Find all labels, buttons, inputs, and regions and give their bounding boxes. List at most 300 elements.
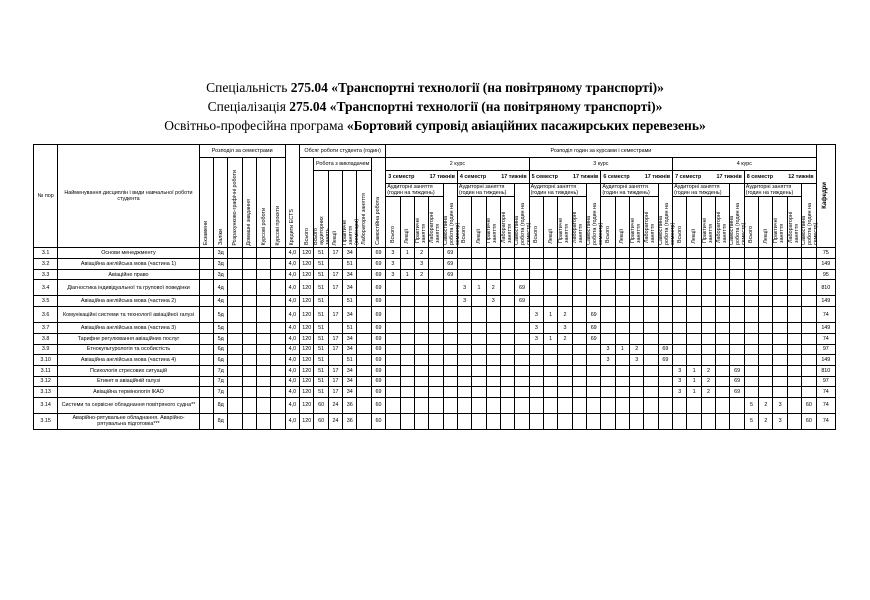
lecture-hours-cell: [328, 259, 342, 270]
semester-4-cell: [486, 344, 500, 355]
semester-3-cell: [386, 333, 400, 344]
semester-5-cell: [558, 248, 572, 259]
semester-5-cell: [529, 387, 543, 398]
table-cell: [228, 355, 242, 366]
semester-7-cell: [716, 248, 730, 259]
semester-3-cell: [443, 344, 457, 355]
practice-hours-cell: 51: [343, 296, 357, 307]
semester-3-cell: [400, 397, 414, 413]
total-hours-cell: 120: [300, 355, 314, 366]
semester-6-cell: [644, 296, 658, 307]
semester-4-cell: [472, 413, 486, 429]
row-number: 3.2: [34, 259, 58, 270]
row-number: 3.3: [34, 269, 58, 280]
semester-6-cell: [601, 259, 615, 270]
semester-3-cell: 69: [443, 248, 457, 259]
course-2-header: 2 курс: [386, 158, 529, 171]
lab-hours-cell: [357, 307, 371, 323]
semester-6-cell: [615, 296, 629, 307]
semester-7-cell: [687, 259, 701, 270]
semester-3-cell: [443, 365, 457, 376]
semester-4-cell: 2: [486, 280, 500, 296]
table-cell: [257, 307, 271, 323]
semester-8-cell: [787, 413, 801, 429]
row-number: 3.14: [34, 397, 58, 413]
dist-exams-header: Екзамени: [199, 158, 213, 248]
semester-4-cell: [515, 248, 529, 259]
aud-label-sem-6: Аудиторні заняття (годин на тиждень): [601, 184, 658, 197]
exam-cell: [199, 344, 213, 355]
semester-4-cell: [486, 355, 500, 366]
semester-8-cell: [744, 259, 758, 270]
aud-hours-cell: 51: [314, 269, 328, 280]
lab-hours-cell: [357, 365, 371, 376]
semester-8-cell: [787, 269, 801, 280]
semester-6-cell: [630, 259, 644, 270]
semester-8-cell: [759, 376, 773, 387]
semester-5-cell: [572, 397, 586, 413]
semester-6-cell: [658, 413, 672, 429]
table-row: [34, 280, 836, 296]
semester-8-cell: [744, 376, 758, 387]
semester-4-cell: [472, 333, 486, 344]
total-hours-cell: 120: [300, 248, 314, 259]
aud-hours-cell: 51: [314, 248, 328, 259]
semester-6-cell: [615, 259, 629, 270]
vol-lab-header: Лабораторні заняття: [357, 171, 371, 248]
semester-6-cell: [601, 365, 615, 376]
practice-hours-cell: 34: [343, 333, 357, 344]
semester-6-cell: [630, 248, 644, 259]
credit-cell: 5д: [214, 333, 228, 344]
semester-7-cell: [673, 323, 687, 334]
semester-8-cell: [759, 259, 773, 270]
semester-4-cell: 69: [515, 280, 529, 296]
semester-6-cell: [601, 269, 615, 280]
semester-5-cell: [587, 280, 601, 296]
semester-8-cell: [744, 323, 758, 334]
semester-6-cell: [601, 248, 615, 259]
semester-3-cell: [429, 413, 443, 429]
self-hours-cell: 69: [371, 333, 385, 344]
total-hours-cell: 120: [300, 307, 314, 323]
semester-8-cell: [802, 344, 816, 355]
exam-cell: [199, 355, 213, 366]
semester-3-cell: [386, 307, 400, 323]
semester-8-cell: [787, 397, 801, 413]
semester-7-cell: [687, 397, 701, 413]
semester-3-cell: [414, 333, 428, 344]
semester-5-cell: [587, 376, 601, 387]
semester-3-cell: [400, 259, 414, 270]
semester-5-cell: [529, 365, 543, 376]
practice-hours-cell: 34: [343, 248, 357, 259]
semester-5-cell: [529, 280, 543, 296]
semester-6-cell: [615, 248, 629, 259]
semester-7-cell: [687, 296, 701, 307]
semester-4-cell: [515, 333, 529, 344]
semester-4-cell: [472, 248, 486, 259]
semester-4-cell: [472, 355, 486, 366]
work-with-teacher-header: Робота з викладачем: [314, 158, 371, 171]
table-cell: [228, 248, 242, 259]
semester-3-cell: [443, 355, 457, 366]
semester-3-cell: [400, 413, 414, 429]
semester-8-cell: [759, 333, 773, 344]
self-hours-cell: 69: [371, 376, 385, 387]
semester-4-cell: [515, 323, 529, 334]
semester-7-cell: [701, 323, 715, 334]
ects-cell: 4,0: [285, 376, 299, 387]
lecture-hours-cell: 24: [328, 413, 342, 429]
semester-3-cell: 3: [386, 269, 400, 280]
lecture-hours-cell: 17: [328, 269, 342, 280]
semester-7-cell: [687, 344, 701, 355]
semester-6-cell: [615, 269, 629, 280]
semester-5-cell: [529, 248, 543, 259]
semester-4-cell: [457, 269, 471, 280]
lecture-hours-cell: 17: [328, 376, 342, 387]
table-row: [34, 323, 836, 334]
semester-5-cell: [543, 387, 557, 398]
table-cell: [228, 387, 242, 398]
table-cell: [257, 397, 271, 413]
lecture-hours-cell: 17: [328, 344, 342, 355]
semester-8-cell: [773, 333, 787, 344]
exam-cell: [199, 397, 213, 413]
semester-8-cell: [802, 307, 816, 323]
semester-3-cell: [386, 397, 400, 413]
semester-8-cell: [744, 248, 758, 259]
self-hours-cell: 69: [371, 344, 385, 355]
lecture-hours-cell: 24: [328, 397, 342, 413]
vol-practice-header: Практичні заняття (семінари): [343, 171, 357, 248]
exam-cell: [199, 413, 213, 429]
exam-cell: [199, 376, 213, 387]
table-cell: [242, 397, 256, 413]
semester-4-cell: [457, 259, 471, 270]
table-cell: [257, 387, 271, 398]
semester-5-cell: [529, 355, 543, 366]
semester-3-cell: 3: [386, 259, 400, 270]
self-hours-cell: 69: [371, 269, 385, 280]
semester-7-cell: [687, 323, 701, 334]
table-row: [34, 413, 836, 429]
semester-7-cell: 2: [701, 376, 715, 387]
semester-6-cell: [644, 387, 658, 398]
table-cell: [271, 413, 285, 429]
total-hours-cell: 120: [300, 365, 314, 376]
semester-4-cell: 69: [515, 296, 529, 307]
ects-cell: 4,0: [285, 248, 299, 259]
ects-cell: 4,0: [285, 355, 299, 366]
sem-5-col-0-header: Всього: [529, 197, 543, 248]
discipline-name: Психологія стресових ситуацій: [58, 365, 199, 376]
semester-8-cell: [759, 387, 773, 398]
table-row: [34, 376, 836, 387]
table-cell: [271, 259, 285, 270]
semester-5-cell: [543, 280, 557, 296]
semester-3-cell: [429, 259, 443, 270]
ects-cell: 4,0: [285, 387, 299, 398]
semester-7-cell: 3: [673, 365, 687, 376]
semester-6-cell: [601, 323, 615, 334]
table-cell: [271, 365, 285, 376]
self-hours-cell: 60: [371, 397, 385, 413]
semester-5-cell: [543, 365, 557, 376]
semester-6-cell: [601, 333, 615, 344]
semester-7-cell: 3: [673, 376, 687, 387]
semester-3-cell: [429, 355, 443, 366]
semester-4-cell: [472, 387, 486, 398]
semester-5-cell: [558, 387, 572, 398]
table-cell: [257, 333, 271, 344]
semester-5-cell: [587, 387, 601, 398]
semester-6-cell: [658, 280, 672, 296]
credit-cell: 3д: [214, 248, 228, 259]
semester-6-cell: [615, 376, 629, 387]
semester-6-cell: [615, 397, 629, 413]
ects-cell: 4,0: [285, 296, 299, 307]
semester-5-cell: 69: [587, 333, 601, 344]
semester-7-cell: [701, 259, 715, 270]
semester-7-cell: [673, 333, 687, 344]
practice-hours-cell: 34: [343, 280, 357, 296]
table-cell: [242, 387, 256, 398]
semester-6-cell: [644, 259, 658, 270]
semester-8-cell: [759, 344, 773, 355]
semester-4-cell: [500, 387, 514, 398]
discipline-name: Етикет в авіаційній галузі: [58, 376, 199, 387]
semester-4-cell: [472, 397, 486, 413]
semester-7-cell: [716, 355, 730, 366]
semester-7-cell: [730, 248, 744, 259]
semester-5-cell: [529, 344, 543, 355]
semester-5-cell: [543, 248, 557, 259]
ects-cell: 4,0: [285, 280, 299, 296]
row-number: 3.8: [34, 333, 58, 344]
row-number: 3.7: [34, 323, 58, 334]
sem-8-col-0-header: Всього: [744, 197, 758, 248]
semester-3-cell: 2: [414, 269, 428, 280]
lab-hours-cell: [357, 333, 371, 344]
table-header: [34, 145, 836, 248]
sem-3-col-0-header: Всього: [386, 197, 400, 248]
semester-6-cell: [658, 333, 672, 344]
table-cell: [228, 376, 242, 387]
semester-5-cell: 3: [558, 323, 572, 334]
semester-4-header: 4 семестр 17 тижнів: [457, 171, 529, 184]
semester-3-cell: [400, 355, 414, 366]
semester-3-cell: 1: [400, 269, 414, 280]
semester-8-cell: [773, 323, 787, 334]
semester-4-cell: 1: [472, 280, 486, 296]
semester-5-cell: [572, 269, 586, 280]
col-ects-header: Кредити ECTS: [285, 145, 299, 248]
semester-3-cell: [400, 280, 414, 296]
semester-4-cell: [457, 355, 471, 366]
semester-7-cell: [730, 397, 744, 413]
semester-6-cell: [601, 307, 615, 323]
semester-7-cell: 69: [730, 365, 744, 376]
semester-6-cell: [644, 344, 658, 355]
semester-5-cell: [558, 269, 572, 280]
semester-6-cell: 1: [615, 344, 629, 355]
semester-3-cell: [386, 296, 400, 307]
semester-8-cell: [773, 387, 787, 398]
sem-7-col-1-header: Лекції: [687, 197, 701, 248]
semester-5-cell: 2: [558, 307, 572, 323]
table-row: [34, 333, 836, 344]
department-cell: 149: [816, 355, 835, 366]
semester-6-cell: [644, 397, 658, 413]
lecture-hours-cell: 17: [328, 387, 342, 398]
semester-7-cell: [673, 296, 687, 307]
semester-5-cell: [572, 387, 586, 398]
table-cell: [257, 269, 271, 280]
semester-5-cell: [587, 413, 601, 429]
semester-4-cell: [515, 344, 529, 355]
aud-label-sem-3: Аудиторні заняття (годин на тиждень): [386, 184, 443, 197]
row-number: 3.12: [34, 376, 58, 387]
semester-4-cell: [472, 323, 486, 334]
exam-cell: [199, 296, 213, 307]
semester-7-cell: [730, 296, 744, 307]
semester-3-cell: [414, 280, 428, 296]
semester-5-header: 5 семестр 17 тижнів: [529, 171, 601, 184]
sem-8-col-1-header: Лекції: [759, 197, 773, 248]
semester-6-cell: 69: [658, 344, 672, 355]
practice-hours-cell: 36: [343, 413, 357, 429]
semester-5-cell: [558, 296, 572, 307]
semester-6-cell: [658, 397, 672, 413]
semester-6-cell: [630, 323, 644, 334]
table-cell: [257, 323, 271, 334]
semester-6-cell: [630, 365, 644, 376]
semester-7-cell: [730, 323, 744, 334]
semester-8-cell: 3: [773, 413, 787, 429]
table-cell: [271, 269, 285, 280]
lecture-hours-cell: 17: [328, 307, 342, 323]
semester-6-cell: [658, 307, 672, 323]
table-cell: [242, 296, 256, 307]
semester-8-cell: [759, 280, 773, 296]
department-cell: 810: [816, 280, 835, 296]
semester-5-cell: 69: [587, 307, 601, 323]
semester-6-cell: [658, 387, 672, 398]
semester-8-cell: [802, 269, 816, 280]
semester-7-cell: [673, 269, 687, 280]
semester-8-cell: [787, 296, 801, 307]
semester-8-cell: [787, 248, 801, 259]
semester-3-cell: [414, 365, 428, 376]
col-name-header: Найменування дисциплін і види навчальної роботи студента: [58, 145, 199, 248]
table-cell: [271, 333, 285, 344]
semester-6-cell: 69: [658, 355, 672, 366]
semester-6-header: 6 семестр 17 тижнів: [601, 171, 673, 184]
table-cell: [228, 296, 242, 307]
semester-3-cell: 69: [443, 259, 457, 270]
table-cell: [257, 296, 271, 307]
table-cell: [257, 248, 271, 259]
semester-5-cell: [587, 269, 601, 280]
semester-3-cell: [386, 355, 400, 366]
semester-5-cell: [587, 248, 601, 259]
aud-hours-cell: 51: [314, 259, 328, 270]
semester-7-cell: [673, 280, 687, 296]
total-hours-cell: 120: [300, 259, 314, 270]
semester-8-cell: [773, 344, 787, 355]
department-cell: 810: [816, 365, 835, 376]
practice-hours-cell: 34: [343, 365, 357, 376]
semester-5-cell: [529, 413, 543, 429]
sem-3-col-3-header: Лабораторні заняття: [429, 197, 443, 248]
credit-cell: 7д: [214, 365, 228, 376]
table-cell: [257, 344, 271, 355]
semester-7-cell: [716, 307, 730, 323]
semester-4-cell: [472, 376, 486, 387]
semester-4-cell: [472, 344, 486, 355]
semester-7-cell: [716, 333, 730, 344]
semester-7-cell: [673, 397, 687, 413]
semester-6-cell: [644, 307, 658, 323]
practice-hours-cell: 34: [343, 387, 357, 398]
semester-7-cell: [701, 333, 715, 344]
semester-6-cell: [630, 413, 644, 429]
table-cell: [271, 248, 285, 259]
semester-6-cell: [630, 376, 644, 387]
semester-5-cell: [543, 296, 557, 307]
ects-cell: 4,0: [285, 413, 299, 429]
semester-4-cell: [457, 248, 471, 259]
semester-5-cell: [543, 413, 557, 429]
table-cell: [242, 323, 256, 334]
semester-5-cell: [587, 365, 601, 376]
semester-5-cell: [543, 344, 557, 355]
semester-5-cell: [572, 307, 586, 323]
ects-cell: 4,0: [285, 344, 299, 355]
semester-3-cell: 3: [414, 259, 428, 270]
semester-7-cell: [716, 259, 730, 270]
semester-4-cell: [500, 280, 514, 296]
ects-cell: 4,0: [285, 259, 299, 270]
total-hours-cell: 120: [300, 296, 314, 307]
semester-8-cell: [773, 376, 787, 387]
semester-7-cell: [687, 413, 701, 429]
department-cell: 74: [816, 333, 835, 344]
semester-3-cell: [414, 296, 428, 307]
credit-cell: 3д: [214, 269, 228, 280]
semester-4-cell: [500, 323, 514, 334]
discipline-name: Основи менеджменту: [58, 248, 199, 259]
semester-5-cell: [572, 333, 586, 344]
discipline-name: Етнокультурологія та особистість: [58, 344, 199, 355]
table-cell: [271, 280, 285, 296]
semester-7-cell: [673, 259, 687, 270]
discipline-name: Авіаційна англійська мова (частина 2): [58, 296, 199, 307]
vol-aud-total-header: Всього аудиторних занять: [314, 171, 328, 248]
semester-4-cell: [515, 413, 529, 429]
self-hours-cell: 69: [371, 280, 385, 296]
semester-3-cell: [429, 248, 443, 259]
semester-7-cell: [701, 269, 715, 280]
lecture-hours-cell: 17: [328, 365, 342, 376]
sem-4-col-2-header: Практичні заняття: [486, 197, 500, 248]
semester-5-cell: [572, 413, 586, 429]
semester-6-cell: [615, 355, 629, 366]
semester-4-cell: [472, 365, 486, 376]
credit-cell: 5д: [214, 323, 228, 334]
